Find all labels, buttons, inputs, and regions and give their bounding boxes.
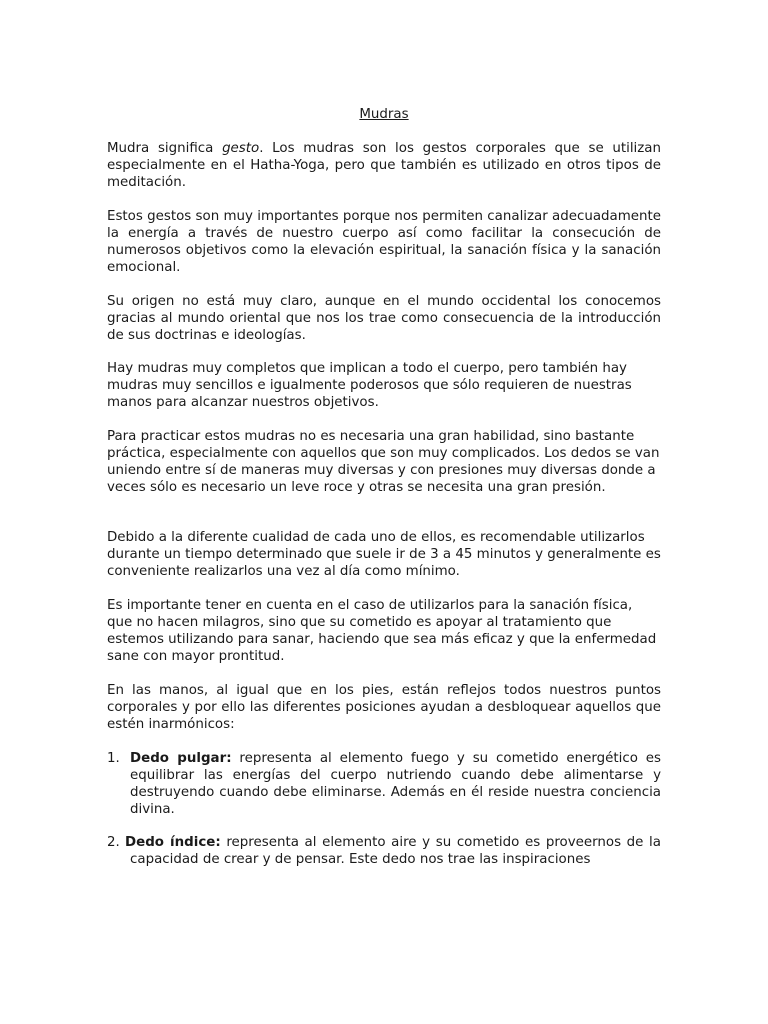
list-text: representa al elemento fuego y su cometido energético es equilibrar las energías del cuerpo nutriendo cuando debe alimentarse y destruyendo cuando debe eliminarse. Además en él reside nuestra conciencia divina. [130, 751, 661, 817]
paragraph-healing: Es importante tener en cuenta en el caso de utilizarlos para la sanación física, que no hacen milagros, sino que su cometido es apoyar al tratamiento que estemos utilizando para sanar, haciendo que sea más eficaz y que la enfermedad sane con mayor prontitud. [107, 598, 657, 664]
list-item [107, 751, 661, 819]
intro-text-b: . Los mudras son los gestos corporales que se utilizan especialmente en el Hatha-Yoga, pero que también es utilizado en otros tipos de meditación. [107, 141, 661, 190]
intro-emphasis: gesto [222, 141, 260, 156]
list-number: 2. [107, 835, 120, 850]
page-title: Mudras [359, 107, 409, 122]
paragraph-duration: Debido a la diferente cualidad de cada uno de ellos, es recomendable utilizarlos durante un tiempo determinado que suele ir de 3 a 45 minutos y generalmente es conveniente realizarlos una vez al día como mínimo. [107, 530, 661, 579]
paragraph-reflexes: En las manos, al igual que en los pies, están reflejos todos nuestros puntos corporales y por ello las diferentes posiciones ayudan a desbloquear aquellos que estén inarmónicos: [107, 683, 661, 732]
list-text: representa al elemento aire y su cometido es proveernos de la capacidad de crear y de pensar. Este dedo nos trae las inspiraciones [130, 835, 661, 867]
paragraph-practice: Para practicar estos mudras no es necesaria una gran habilidad, sino bastante práctica, especialmente con aquellos que son muy complicados. Los dedos se van uniendo entre sí de maneras muy diversas y con presiones muy diversas donde a veces sólo es necesario un leve roce y otras se necesita una gran presión. [107, 429, 660, 495]
paragraph-energy: Estos gestos son muy importantes porque nos permiten canalizar adecuadamente la energía a través de nuestro cuerpo así como facilitar la consecución de numerosos objetivos como la elevación espiritual, la sanación física y la sanación emocional. [107, 209, 661, 275]
list-item [107, 835, 661, 869]
list-number: 1. [107, 751, 120, 766]
intro-text-a: Mudra significa [107, 141, 223, 156]
paragraph-intro [107, 141, 661, 192]
paragraph-origin: Su origen no está muy claro, aunque en el mundo occidental los conocemos gracias al mundo oriental que nos los trae como consecuencia de la introducción de sus doctrinas e ideologías. [107, 294, 661, 343]
paragraph-types: Hay mudras muy completos que implican a todo el cuerpo, pero también hay mudras muy sencillos e igualmente poderosos que sólo requieren de nuestras manos para alcanzar nuestros objetivos. [107, 361, 632, 410]
list-term: Dedo pulgar: [130, 751, 232, 766]
list-term: Dedo índice: [125, 835, 221, 850]
